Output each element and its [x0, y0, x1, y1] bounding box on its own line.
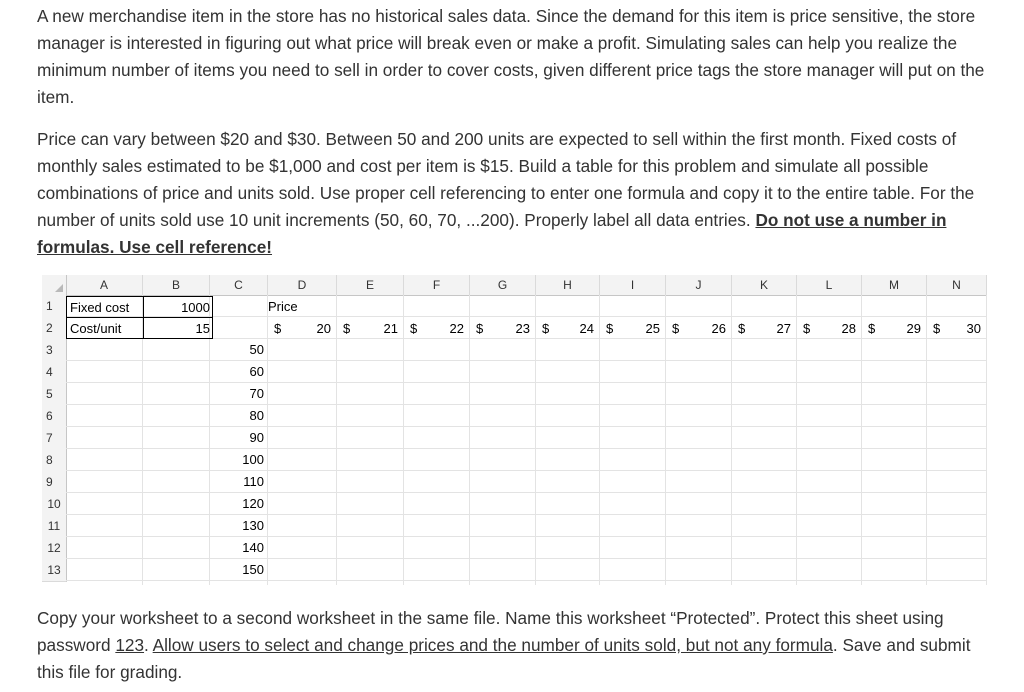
- price-value: 30: [966, 321, 981, 336]
- row-header-11[interactable]: 11: [42, 515, 67, 538]
- cell-units-row-3[interactable]: 50: [249, 342, 264, 357]
- price-value: 29: [906, 321, 921, 336]
- column-header-e[interactable]: E: [337, 275, 404, 295]
- cell-price-m[interactable]: [862, 318, 925, 340]
- cell-fixed-cost-label[interactable]: Fixed cost: [66, 296, 144, 318]
- intro-paragraph-1: A new merchandise item in the store has no historical sales data. Since the demand for this item is price sensitive, the store manager is interested in figuring out what price will break even or make a profit. Simulating sales can help you realize the minimum number of items you need to sell in order to cover costs, given different price tags the store manager will put on the item.: [37, 6, 985, 107]
- select-all-corner[interactable]: [42, 275, 67, 295]
- gridline-horizontal: [66, 514, 987, 515]
- instructions-paragraph-3: [37, 605, 997, 686]
- column-header-i[interactable]: I: [600, 275, 666, 295]
- currency-symbol: $: [933, 321, 941, 336]
- price-value: 24: [579, 321, 594, 336]
- column-header-a[interactable]: A: [66, 275, 143, 295]
- column-header-m[interactable]: M: [862, 275, 927, 295]
- gridline-horizontal: [66, 580, 987, 581]
- row-header-13[interactable]: 13: [42, 559, 67, 582]
- row-header-3[interactable]: 3: [42, 339, 67, 362]
- price-value: 25: [645, 321, 660, 336]
- cell-units-row-13[interactable]: 150: [242, 562, 264, 577]
- instructions-text-c: . Save and submit this file for grading.: [37, 635, 971, 682]
- currency-symbol: $: [738, 321, 746, 336]
- cell-price-j[interactable]: [666, 318, 730, 340]
- cell-price-g[interactable]: [470, 318, 534, 340]
- column-header-h[interactable]: H: [536, 275, 600, 295]
- currency-symbol: $: [672, 321, 680, 336]
- price-value: 20: [316, 321, 331, 336]
- currency-symbol: $: [274, 321, 282, 336]
- price-value: 27: [776, 321, 791, 336]
- cell-units-row-12[interactable]: 140: [242, 540, 264, 555]
- row-header-1[interactable]: 1: [42, 295, 67, 318]
- row-header-6[interactable]: 6: [42, 405, 67, 428]
- gridline-horizontal: [66, 492, 987, 493]
- row-header-5[interactable]: 5: [42, 383, 67, 406]
- row-header-8[interactable]: 8: [42, 449, 67, 472]
- cell-price-k[interactable]: [732, 318, 795, 340]
- price-value: 22: [449, 321, 464, 336]
- row-header-2[interactable]: 2: [42, 317, 67, 340]
- cell-cost-unit-label[interactable]: Cost/unit: [66, 317, 144, 339]
- column-header-l[interactable]: L: [797, 275, 862, 295]
- intro-paragraph-2: [37, 126, 997, 261]
- cell-price-e[interactable]: [337, 318, 402, 340]
- column-header-f[interactable]: F: [404, 275, 470, 295]
- column-header-k[interactable]: K: [732, 275, 797, 295]
- instructions-text-a: Copy your worksheet to a second worksheet in the same file. Name this worksheet “Protected”. Protect this sheet using password: [37, 608, 944, 655]
- cell-units-row-5[interactable]: 70: [249, 386, 264, 401]
- cell-units-row-4[interactable]: 60: [249, 364, 264, 379]
- intro-paragraph-2-emphasis: Do not use a number in formulas. Use cell reference!: [37, 210, 947, 257]
- cell-price-i[interactable]: [600, 318, 664, 340]
- cell-price-f[interactable]: [404, 318, 468, 340]
- column-header-d[interactable]: D: [268, 275, 337, 295]
- price-value: 28: [841, 321, 856, 336]
- currency-symbol: $: [410, 321, 418, 336]
- row-header-7[interactable]: 7: [42, 427, 67, 450]
- cell-price-l[interactable]: [797, 318, 860, 340]
- currency-symbol: $: [868, 321, 876, 336]
- cell-units-row-7[interactable]: 90: [249, 430, 264, 445]
- column-header-g[interactable]: G: [470, 275, 536, 295]
- password-value: 123: [115, 635, 145, 655]
- gridline-horizontal: [66, 536, 987, 537]
- cell-price-h[interactable]: [536, 318, 598, 340]
- gridline-horizontal: [66, 382, 987, 383]
- row-header-9[interactable]: 9: [42, 471, 67, 494]
- cell-units-row-8[interactable]: 100: [242, 452, 264, 467]
- intro-paragraph-2-text: Price can vary between $20 and $30. Between 50 and 200 units are expected to sell within the first month. Fixed costs of monthly sales estimated to be $1,000 and cost per item is $15. Build a table for this problem and simulate all possible combinations of price and units sold. Use proper cell referencing to enter one formula and copy it to the entire table. For the number of units sold use 10 unit increments (50, 60, 70, ...200). Properly label all data entries.: [37, 129, 975, 230]
- gridline-horizontal: [66, 558, 987, 559]
- currency-symbol: $: [542, 321, 550, 336]
- row-header-12[interactable]: 12: [42, 537, 67, 560]
- cell-units-row-9[interactable]: 110: [243, 474, 264, 489]
- currency-symbol: $: [606, 321, 614, 336]
- cell-units-row-10[interactable]: 120: [242, 496, 264, 511]
- gridline-horizontal: [66, 470, 987, 471]
- cell-cost-unit-value[interactable]: 15: [143, 317, 213, 339]
- gridline-horizontal: [66, 360, 987, 361]
- cell-price-label[interactable]: Price: [268, 299, 298, 314]
- column-header-c[interactable]: C: [210, 275, 268, 295]
- gridline-horizontal: [66, 448, 987, 449]
- row-header-4[interactable]: 4: [42, 361, 67, 384]
- column-header-j[interactable]: J: [666, 275, 732, 295]
- gridline-horizontal: [66, 426, 987, 427]
- currency-symbol: $: [343, 321, 351, 336]
- cell-fixed-cost-value[interactable]: 1000: [143, 296, 213, 318]
- column-header-n[interactable]: N: [927, 275, 987, 295]
- cell-price-n[interactable]: [927, 318, 985, 340]
- column-header-b[interactable]: B: [143, 275, 210, 295]
- spreadsheet: [42, 275, 987, 585]
- currency-symbol: $: [803, 321, 811, 336]
- price-value: 26: [711, 321, 726, 336]
- price-value: 23: [515, 321, 530, 336]
- currency-symbol: $: [476, 321, 484, 336]
- instructions-underlined-requirement: Allow users to select and change prices and the number of units sold, but not any formula: [152, 635, 833, 655]
- price-value: 21: [383, 321, 398, 336]
- row-header-10[interactable]: 10: [42, 493, 67, 516]
- instructions-text-b: .: [144, 635, 153, 655]
- cell-units-row-6[interactable]: 80: [249, 408, 264, 423]
- gridline-horizontal: [66, 404, 987, 405]
- cell-units-row-11[interactable]: 130: [242, 518, 264, 533]
- cell-price-d[interactable]: [268, 318, 335, 340]
